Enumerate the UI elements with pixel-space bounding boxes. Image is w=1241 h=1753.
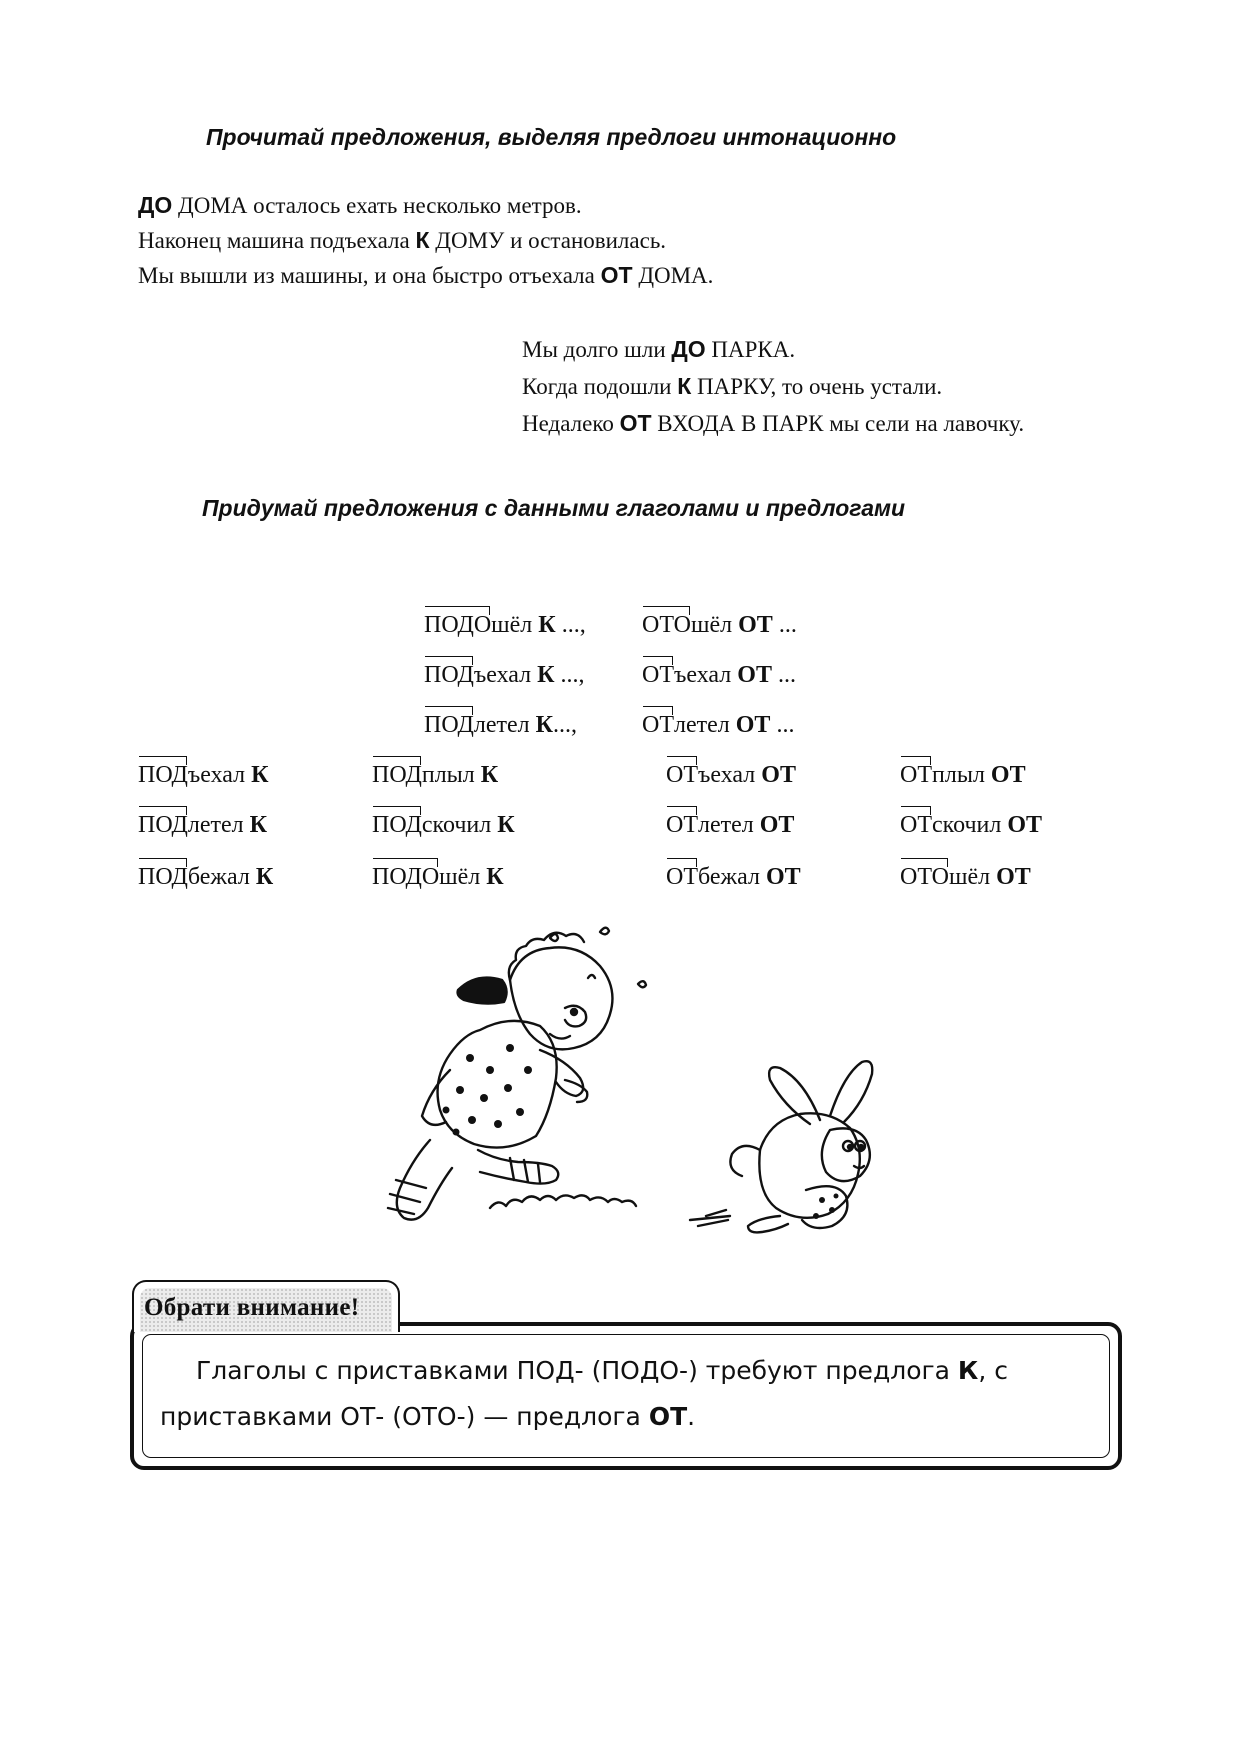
note-text: Глаголы с приставками ПОД- (ПОДО-) требуют предлога К, с приставками ОТ- (ОТО-) — предлога ОТ.	[160, 1356, 1008, 1431]
sentence: Когда подошли К ПАРКУ, то очень устали.	[522, 373, 943, 399]
sentence: Мы вышли из машины, и она быстро отъехала ОТ ДОМА.	[138, 262, 714, 288]
boy-figure	[388, 933, 612, 1220]
verb-item: ОТОшёл ОТ ...	[642, 612, 797, 638]
sentence: Мы долго шли ДО ПАРКА.	[522, 336, 796, 362]
note-title: Обрати внимание!	[144, 1294, 360, 1321]
verb-item: ОТлетел ОТ ...	[642, 712, 795, 738]
sentence: ДО ДОМА осталось ехать несколько метров.	[138, 192, 582, 218]
heading-make-sentences: Придумай предложения с данными глаголами и предлогами	[202, 495, 906, 521]
verb-item: ОТъехал ОТ ...	[642, 662, 796, 688]
verb-item: ПОДлетел К...,	[424, 712, 577, 738]
sweat-drop	[600, 928, 609, 935]
verb-item: ПОДОшёл К	[372, 864, 504, 890]
sweat-drop	[588, 975, 595, 978]
sentence: Недалеко ОТ ВХОДА В ПАРК мы сели на лавочку.	[522, 410, 1025, 436]
hare-figure	[730, 1061, 872, 1232]
verb-item: ОТъехал ОТ	[666, 762, 796, 788]
verb-item: ПОДъехал К ...,	[424, 662, 585, 688]
sentences-block-park	[522, 331, 1024, 442]
verb-item: ОТскочил ОТ	[900, 812, 1043, 838]
verb-item: ОТплыл ОТ	[900, 762, 1026, 788]
verb-item: ПОДъехал К	[138, 762, 269, 788]
illustration-boy-and-hare	[360, 920, 980, 1280]
verb-item: ПОДлетел К	[138, 812, 267, 838]
sentences-block-home	[138, 188, 713, 293]
verb-item: ОТОшёл ОТ	[900, 864, 1031, 890]
verb-item: ПОДскочил К	[372, 812, 515, 838]
sweat-drop	[638, 981, 646, 987]
verb-item: ПОДбежал К	[138, 864, 274, 890]
note-box	[130, 1322, 1122, 1470]
ground-dust	[690, 1210, 730, 1226]
note-tab	[132, 1280, 400, 1332]
verb-item: ОТлетел ОТ	[666, 812, 795, 838]
sentence: Наконец машина подъехала К ДОМУ и остановилась.	[138, 227, 667, 253]
heading-read-sentences: Прочитай предложения, выделяя предлоги интонационно	[206, 124, 897, 150]
verb-item: ОТбежал ОТ	[666, 864, 801, 890]
ground-bushes	[490, 1195, 636, 1208]
verb-item: ПОДплыл К	[372, 762, 499, 788]
verb-item: ПОДОшёл К ...,	[424, 612, 586, 638]
